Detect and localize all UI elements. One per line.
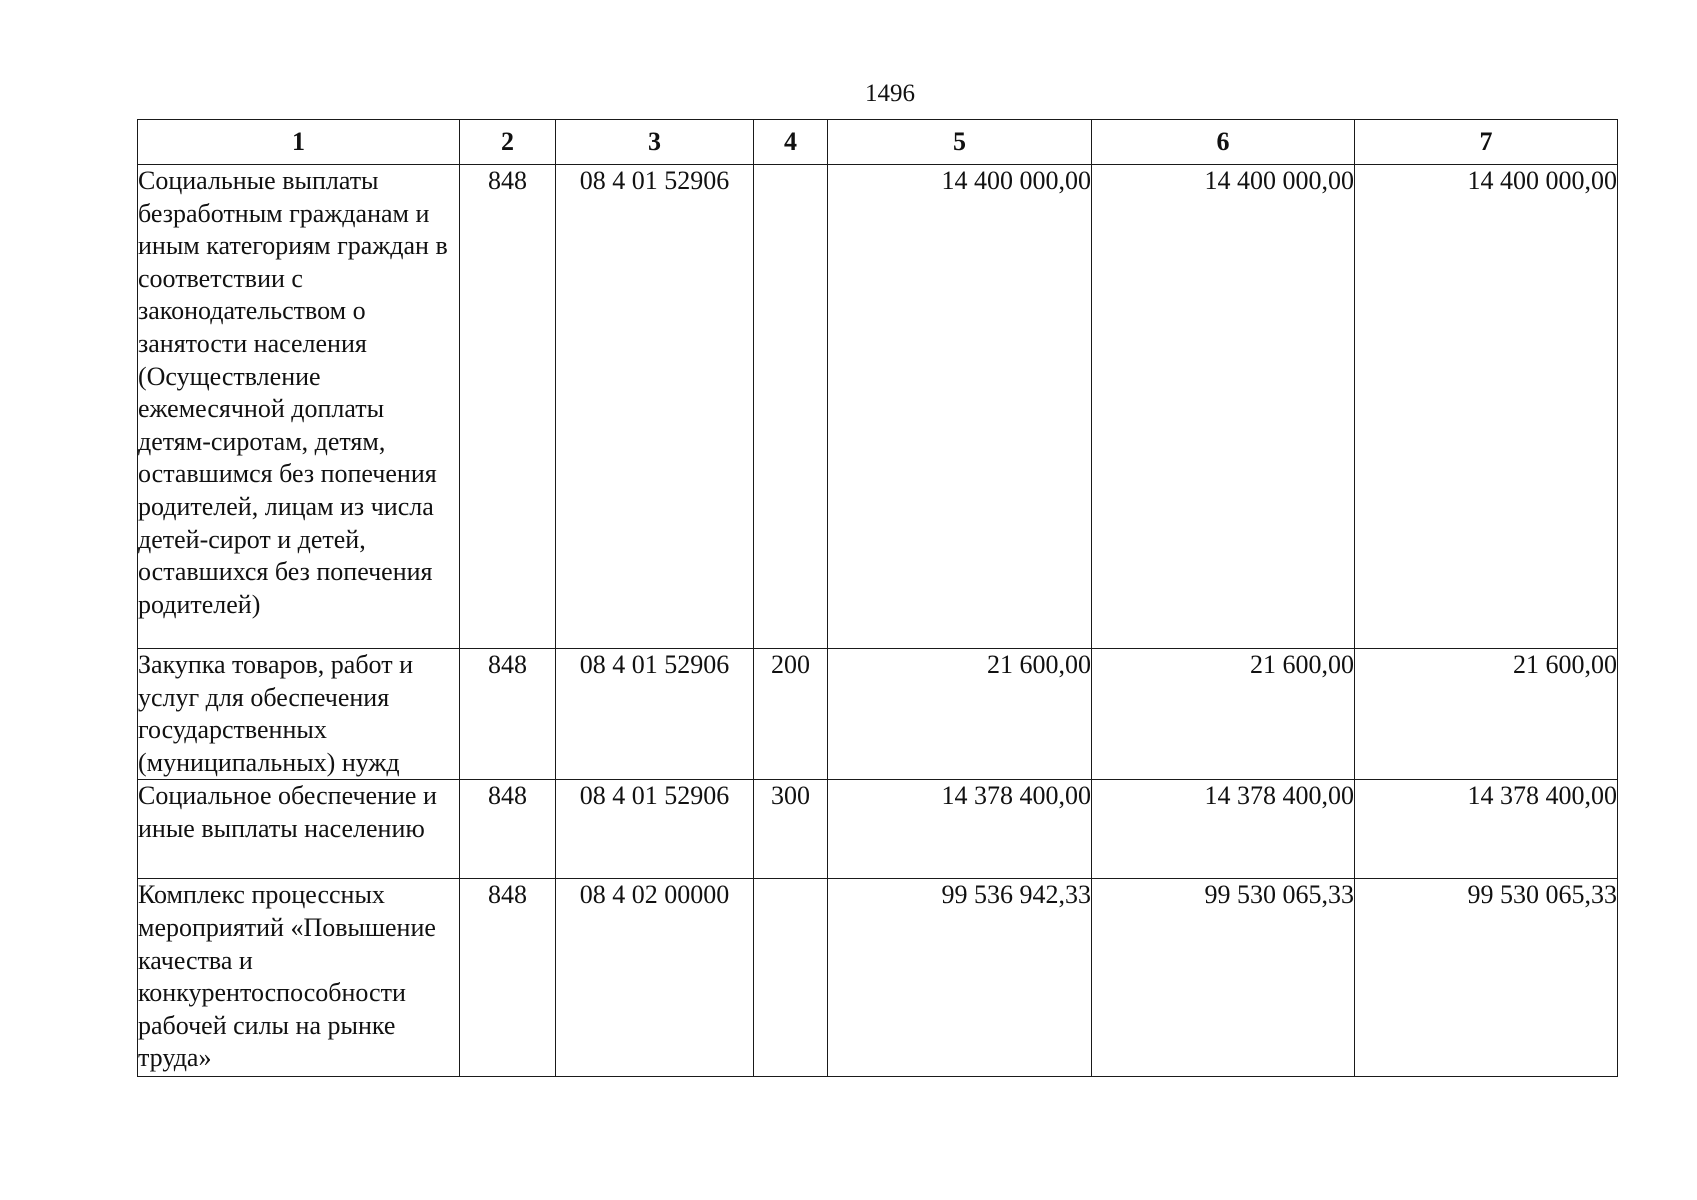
- col-header-6: 6: [1092, 120, 1355, 165]
- row-type: [754, 879, 828, 1077]
- row-type: 200: [754, 649, 828, 780]
- budget-table: [137, 119, 1618, 1077]
- row-target: 08 4 01 52906: [556, 780, 754, 879]
- row-value-3: 21 600,00: [1355, 649, 1618, 780]
- col-header-4: 4: [754, 120, 828, 165]
- row-value-1: 21 600,00: [828, 649, 1092, 780]
- row-value-3: 14 378 400,00: [1355, 780, 1618, 879]
- row-name: Социальные выплаты безработным гражданам и иным категориям граждан в соответствии с законодательством о занятости населения (Осуществление ежемесячной доплаты детям-сиротам, детям, оставшимся без попечения родителей, лицам из числа детей-сирот и детей, оставшихся без попечения родителей): [138, 165, 460, 649]
- table-row: [138, 165, 1618, 649]
- col-header-2: 2: [460, 120, 556, 165]
- row-target: 08 4 02 00000: [556, 879, 754, 1077]
- row-value-3: 14 400 000,00: [1355, 165, 1618, 649]
- row-name: Комплекс процессных мероприятий «Повышение качества и конкурентоспособности рабочей силы на рынке труда»: [138, 879, 460, 1077]
- row-name: Социальное обеспечение и иные выплаты населению: [138, 780, 460, 879]
- row-type: 300: [754, 780, 828, 879]
- row-target: 08 4 01 52906: [556, 165, 754, 649]
- table-row: [138, 879, 1618, 1077]
- row-type: [754, 165, 828, 649]
- row-value-1: 99 536 942,33: [828, 879, 1092, 1077]
- table-row: [138, 780, 1618, 879]
- row-value-2: 14 378 400,00: [1092, 780, 1355, 879]
- row-value-1: 14 378 400,00: [828, 780, 1092, 879]
- row-value-2: 21 600,00: [1092, 649, 1355, 780]
- col-header-3: 3: [556, 120, 754, 165]
- row-code: 848: [460, 165, 556, 649]
- header-row: [138, 120, 1618, 165]
- row-value-3: 99 530 065,33: [1355, 879, 1618, 1077]
- col-header-7: 7: [1355, 120, 1618, 165]
- col-header-1: 1: [138, 120, 460, 165]
- row-value-2: 14 400 000,00: [1092, 165, 1355, 649]
- page-number: 1496: [865, 80, 915, 107]
- row-code: 848: [460, 879, 556, 1077]
- col-header-5: 5: [828, 120, 1092, 165]
- row-value-1: 14 400 000,00: [828, 165, 1092, 649]
- row-target: 08 4 01 52906: [556, 649, 754, 780]
- table-row: [138, 649, 1618, 780]
- row-code: 848: [460, 649, 556, 780]
- row-name: Закупка товаров, работ и услуг для обеспечения государственных (муниципальных) нужд: [138, 649, 460, 780]
- row-code: 848: [460, 780, 556, 879]
- row-value-2: 99 530 065,33: [1092, 879, 1355, 1077]
